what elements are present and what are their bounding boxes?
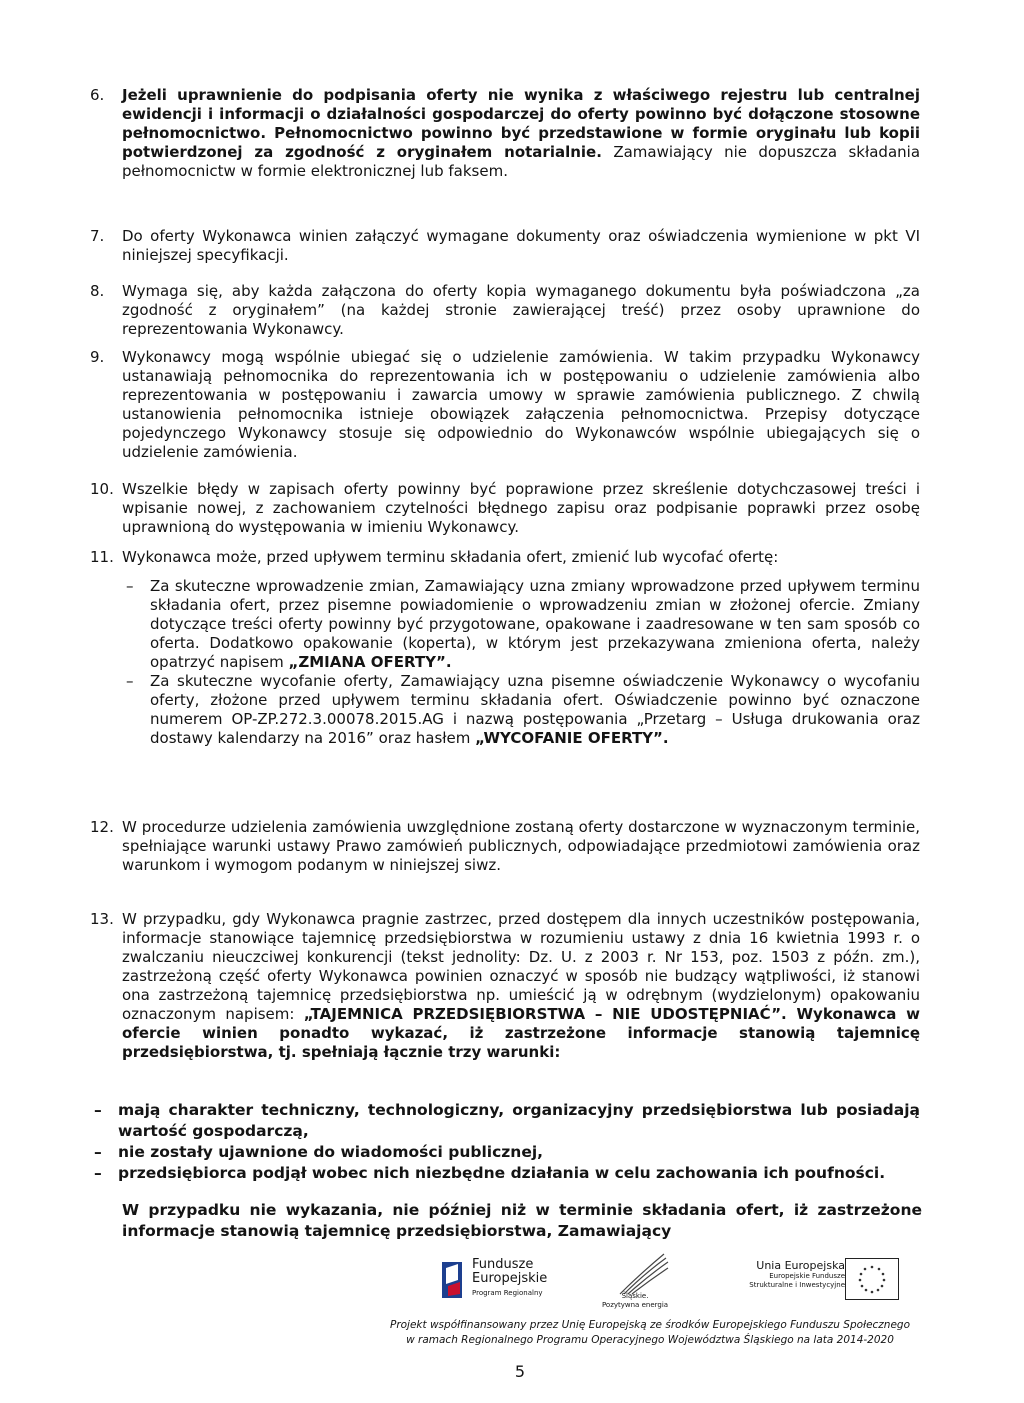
list-item-7 [90, 227, 920, 265]
item-text: Do oferty Wykonawca winien załączyć wymagane dokumenty oraz oświadczenia wymienione w pkt VI niniejszej specyfikacji. [122, 227, 920, 264]
condition-item: – przedsiębiorca podjął wobec nich niezbędne działania w celu zachowania ich poufności. [94, 1164, 886, 1182]
slaskie-logo-icon [610, 1250, 670, 1298]
item-number: 13. [90, 910, 114, 928]
item-bold-text: „TAJEMNICA PRZEDSIĘBIORSTWA – NIE UDOSTĘPNIAĆ”. Wykonawca w ofercie winien ponadto wykazać, iż zastrzeżone informacje stanowią tajemnicę przedsiębiorstwa, tj. spełniają łącznie trzy warunki: [122, 1005, 920, 1061]
bullet-change-offer: – Za skuteczne wprowadzenie zmian, Zamawiający uzna zmiany wprowadzone przed upływem terminu składania ofert, przez pisemne powiadomienie o wprowadzeniu zmian w złożonej ofercie. Zmiany dotyczące treści oferty powinny być przygotowane, opakowane i zaadresowane w ten sam sposób co oferta. Dodatkowo opakowanie (koperta), w którym jest przekazywana zmieniona oferta, należy opatrzyć napisem „ZMIANA OFERTY”. [126, 577, 920, 671]
item-text: W przypadku, gdy Wykonawca pragnie zastrzec, przed dostępem dla innych uczestników postępowania, informacje stanowiące tajemnicę przedsiębiorstwa w rozumieniu ustawy z dnia 16 kwietnia 1993 r. o zwalczaniu nieuczciwej konkurencji (tekst jednolity: Dz. U. z 2003 r. Nr 153, poz. 1503 z późn. zm.), zastrzeżoną część oferty Wykonawca powinien oznaczyć w sposób nie budzący wątpliwości, iż stanowi ona zastrzeżoną tajemnicę przedsiębiorstwa np. umieścić ją w odrębnym (wydzielonym) opakowaniu oznaczonym napisem: [122, 910, 920, 1023]
secret-conditions-list [90, 1100, 920, 1184]
item-text: W procedurze udzielenia zamówienia uwzględnione zostaną oferty dostarczone w wyznaczonym terminie, spełniające warunki ustawy Prawo zamówień publicznych, odpowiadające przedmiotowi zamówienia oraz warunkom i wymogom podanym w niniejszej siwz. [122, 818, 920, 874]
list-item-12 [90, 818, 920, 875]
list-item-9 [90, 348, 920, 462]
item-text: Wykonawca może, przed upływem terminu składania ofert, zmienić lub wycofać ofertę: [122, 548, 779, 566]
caption-line2: w ramach Regionalnego Programu Operacyjnego Województwa Śląskiego na lata 2014-2020 [406, 1334, 894, 1346]
mark-change-offer: „ZMIANA OFERTY”. [288, 653, 452, 671]
item-number: 12. [90, 818, 114, 836]
item-number: 11. [90, 548, 114, 566]
item-number: 10. [90, 480, 114, 498]
condition-item: – mają charakter techniczny, technologiczny, organizacyjny przedsiębiorstwa lub posiadają wartość gospodarczą, [94, 1101, 920, 1140]
eu-flag-icon [845, 1258, 899, 1300]
ue-line3: Strukturalne i Inwestycyjne [749, 1281, 845, 1289]
funding-caption [370, 1318, 930, 1348]
page-number: 5 [514, 1362, 526, 1381]
fe-line2: Europejskie [472, 1271, 548, 1286]
list-item-13 [90, 910, 920, 1062]
item-text: Wymaga się, aby każda załączona do oferty kopia wymaganego dokumentu była poświadczona „za zgodność z oryginałem” (na każdej stronie zawierającej treść) przez osoby uprawnione do reprezentowania Wykonawcy. [122, 282, 920, 338]
mark-withdraw-offer: „WYCOFANIE OFERTY”. [475, 729, 669, 747]
fundusze-europejskie-logo-icon [440, 1260, 464, 1300]
slaskie-line2: Pozytywna energia [601, 1301, 669, 1309]
item-number: 6. [90, 86, 105, 104]
item-text: Zamawiający nie dopuszcza składania pełnomocnictw w formie elektronicznej lub faksem. [122, 143, 921, 180]
fe-line1: Fundusze [472, 1257, 534, 1272]
ue-line1: Unia Europejska [756, 1259, 845, 1272]
caption-line1: Projekt współfinansowany przez Unię Europejską ze środków Europejskiego Funduszu Społecznego [389, 1319, 911, 1331]
footer-logos [440, 1250, 920, 1310]
list-item-11 [90, 548, 920, 748]
list-item-6 [90, 86, 920, 181]
closing-paragraph: W przypadku nie wykazania, nie później niż w terminie składania ofert, iż zastrzeżone informacje stanowią tajemnicę przedsiębiorstwa, Zamawiający [122, 1201, 922, 1240]
list-item-8 [90, 282, 920, 339]
condition-item: – nie zostały ujawnione do wiadomości publicznej, [94, 1143, 544, 1161]
item-number: 8. [90, 282, 105, 300]
item-text: Wszelkie błędy w zapisach oferty powinny być poprawione przez skreślenie dotychczasowej treści i wpisanie nowej, z zachowaniem czytelności błędnego zapisu oraz podpisanie poprawki przez osobę uprawnioną do występowania w imieniu Wykonawcy. [122, 480, 920, 536]
item-text: Wykonawcy mogą wspólnie ubiegać się o udzielenie zamówienia. W takim przypadku Wykonawcy ustanawiają pełnomocnika do reprezentowania ich w postępowaniu o udzielenie zamówienia albo reprezentowania w postępowaniu i zawarcia umowy w sprawie zamówienia publicznego. Z chwilą ustanowienia pełnomocnika istnieje obowiązek załączenia pełnomocnictwa. Przepisy dotyczące pojedynczego Wykonawcy stosuje się odpowiednio do Wykonawców wspólnie ubiegających się o udzielenie zamówienia. [122, 348, 920, 461]
item-number: 9. [90, 348, 105, 366]
slaskie-line1: Śląskie. [621, 1292, 649, 1300]
fe-line3: Program Regionalny [472, 1289, 543, 1297]
bullet-withdraw-offer: – Za skuteczne wycofanie oferty, Zamawiający uzna pisemne oświadczenie Wykonawcy o wycofaniu oferty, złożone przed upływem terminu składania ofert. Oświadczenie powinno być oznaczone numerem OP-ZP.272.3.00078.2015.AG i nazwą postępowania „Przetarg – Usługa drukowania oraz dostawy kalendarzy na 2016” oraz hasłem „WYCOFANIE OFERTY”. [126, 672, 920, 747]
list-item-10 [90, 480, 920, 537]
item-bold-text: Jeżeli uprawnienie do podpisania oferty nie wynika z właściwego rejestru lub centralnej ewidencji i informacji o działalności gospodarczej do oferty powinno być dołączone stosowne pełnomocnictwo. Pełnomocnictwo powinno być przedstawione w formie oryginału lub kopii potwierdzonej za zgodność z oryginałem notarialnie. [122, 86, 920, 161]
item-number: 7. [90, 227, 105, 245]
ue-line2: Europejskie Fundusze [769, 1272, 845, 1280]
